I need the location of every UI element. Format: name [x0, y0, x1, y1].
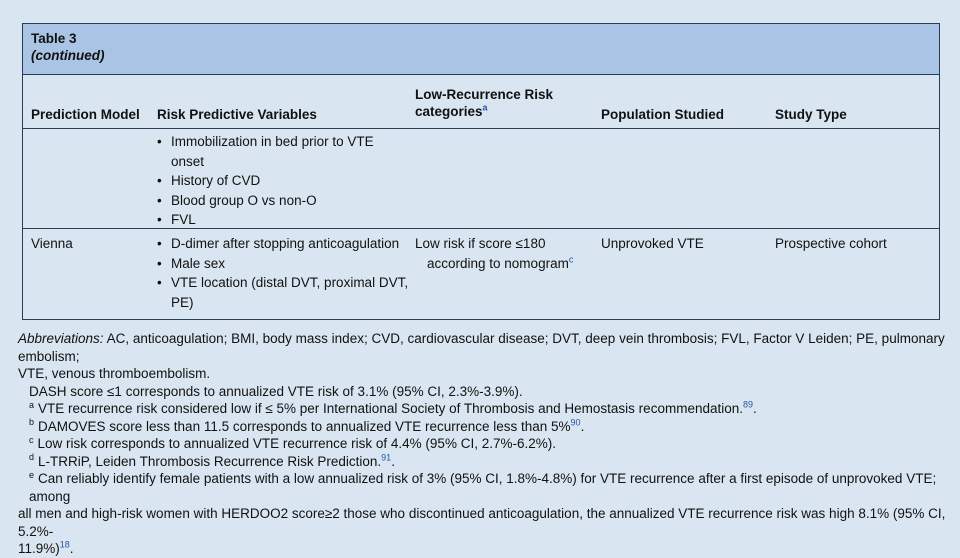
- row2-low-risk: [415, 234, 595, 273]
- col-population: Population Studied: [601, 107, 724, 122]
- row2-study-type: Prospective cohort: [775, 236, 887, 251]
- table-header-band: [23, 24, 939, 75]
- col-study-type: Study Type: [775, 107, 847, 122]
- table-row: [23, 129, 939, 229]
- col-low-recurrence: [415, 86, 553, 120]
- table-label: Table 3: [31, 31, 77, 46]
- abbreviations: [18, 330, 948, 365]
- list-item: • VTE location (distal DVT, proximal DVT, PE): [157, 273, 412, 312]
- ref-18[interactable]: 18: [59, 539, 70, 550]
- col-prediction-model: Prediction Model: [31, 107, 140, 122]
- col-low-sup: a: [482, 102, 488, 113]
- row2-model: Vienna: [31, 236, 73, 251]
- abbrev-label: Abbreviations:: [18, 331, 104, 346]
- abbrev-line1: AC, anticoagulation; BMI, body mass index; CVD, cardiovascular disease; DVT, deep vein thrombosis; FVL, Factor V Leiden; PE, pulmonary embolism;: [18, 331, 945, 364]
- list-item: • History of CVD: [157, 171, 407, 191]
- footnote-dash: DASH score ≤1 corresponds to annualized VTE risk of 3.1% (95% CI, 2.3%-3.9%).: [29, 383, 523, 399]
- table: [22, 23, 940, 320]
- footnote-b: $^b$ DAMOVES score less than 11.5 corresponds to annualized VTE recurrence less than 5%$^{90}$.: [29, 417, 585, 434]
- row2-low-sup: c: [568, 254, 574, 264]
- footnote-a: $^a$ VTE recurrence risk considered low if ≤ 5% per International Society of Thrombosis and Hemostasis recommendation.$^{89}$.: [29, 399, 757, 416]
- list-item: • Blood group O vs non-O: [157, 191, 407, 211]
- table-continued: (continued): [31, 48, 105, 63]
- table-row: [23, 229, 939, 319]
- abbrev-line2: VTE, venous thromboembolism.: [18, 366, 211, 381]
- row2-low-line1: Low risk if score ≤180: [415, 236, 546, 251]
- row1-variables: [157, 132, 407, 230]
- row2-population: Unprovoked VTE: [601, 236, 704, 251]
- list-item: • D-dimer after stopping anticoagulation: [157, 234, 412, 254]
- ref-90[interactable]: 90: [570, 417, 581, 427]
- footnote-e: $^e$ Can reliably identify female patients with a low annualized risk of 3% (95% CI, 1.8%-4.8%) for VTE recurrence after a first episode of unprovoked VTE; among: [29, 469, 937, 504]
- footnote-c: $^c$ Low risk corresponds to annualized VTE recurrence risk of 4.4% (95% CI, 2.7%-6.2%).: [29, 434, 556, 451]
- list-item: • FVL: [157, 210, 407, 230]
- footnote-e-cont: all men and high-risk women with HERDOO2 score≥2 those who discontinued anticoagulation, the annualized VTE recurrence risk was high 8.1% (95% CI, 5.2%-: [18, 506, 946, 539]
- row2-low-line2: according to nomogram: [427, 255, 569, 271]
- list-item: • Immobilization in bed prior to VTE onset: [157, 132, 407, 171]
- column-headers: [23, 75, 939, 129]
- footnotes: [18, 330, 948, 558]
- footnote-e-cont2: 11.9%)$^{18}$.: [18, 539, 74, 556]
- ref-89[interactable]: 89: [743, 399, 754, 410]
- row2-variables: [157, 234, 412, 312]
- col-low-line2: categories: [415, 104, 483, 119]
- row2-low-line2-wrap: [415, 254, 595, 274]
- footnote-d: $^d$ L-TRRiP, Leiden Thrombosis Recurrence Risk Prediction.$^{91}$.: [29, 452, 395, 469]
- col-low-line1: Low-Recurrence Risk: [415, 87, 554, 102]
- col-risk-variables: Risk Predictive Variables: [157, 107, 317, 122]
- ref-91[interactable]: 91: [381, 452, 392, 462]
- list-item: • Male sex: [157, 254, 412, 274]
